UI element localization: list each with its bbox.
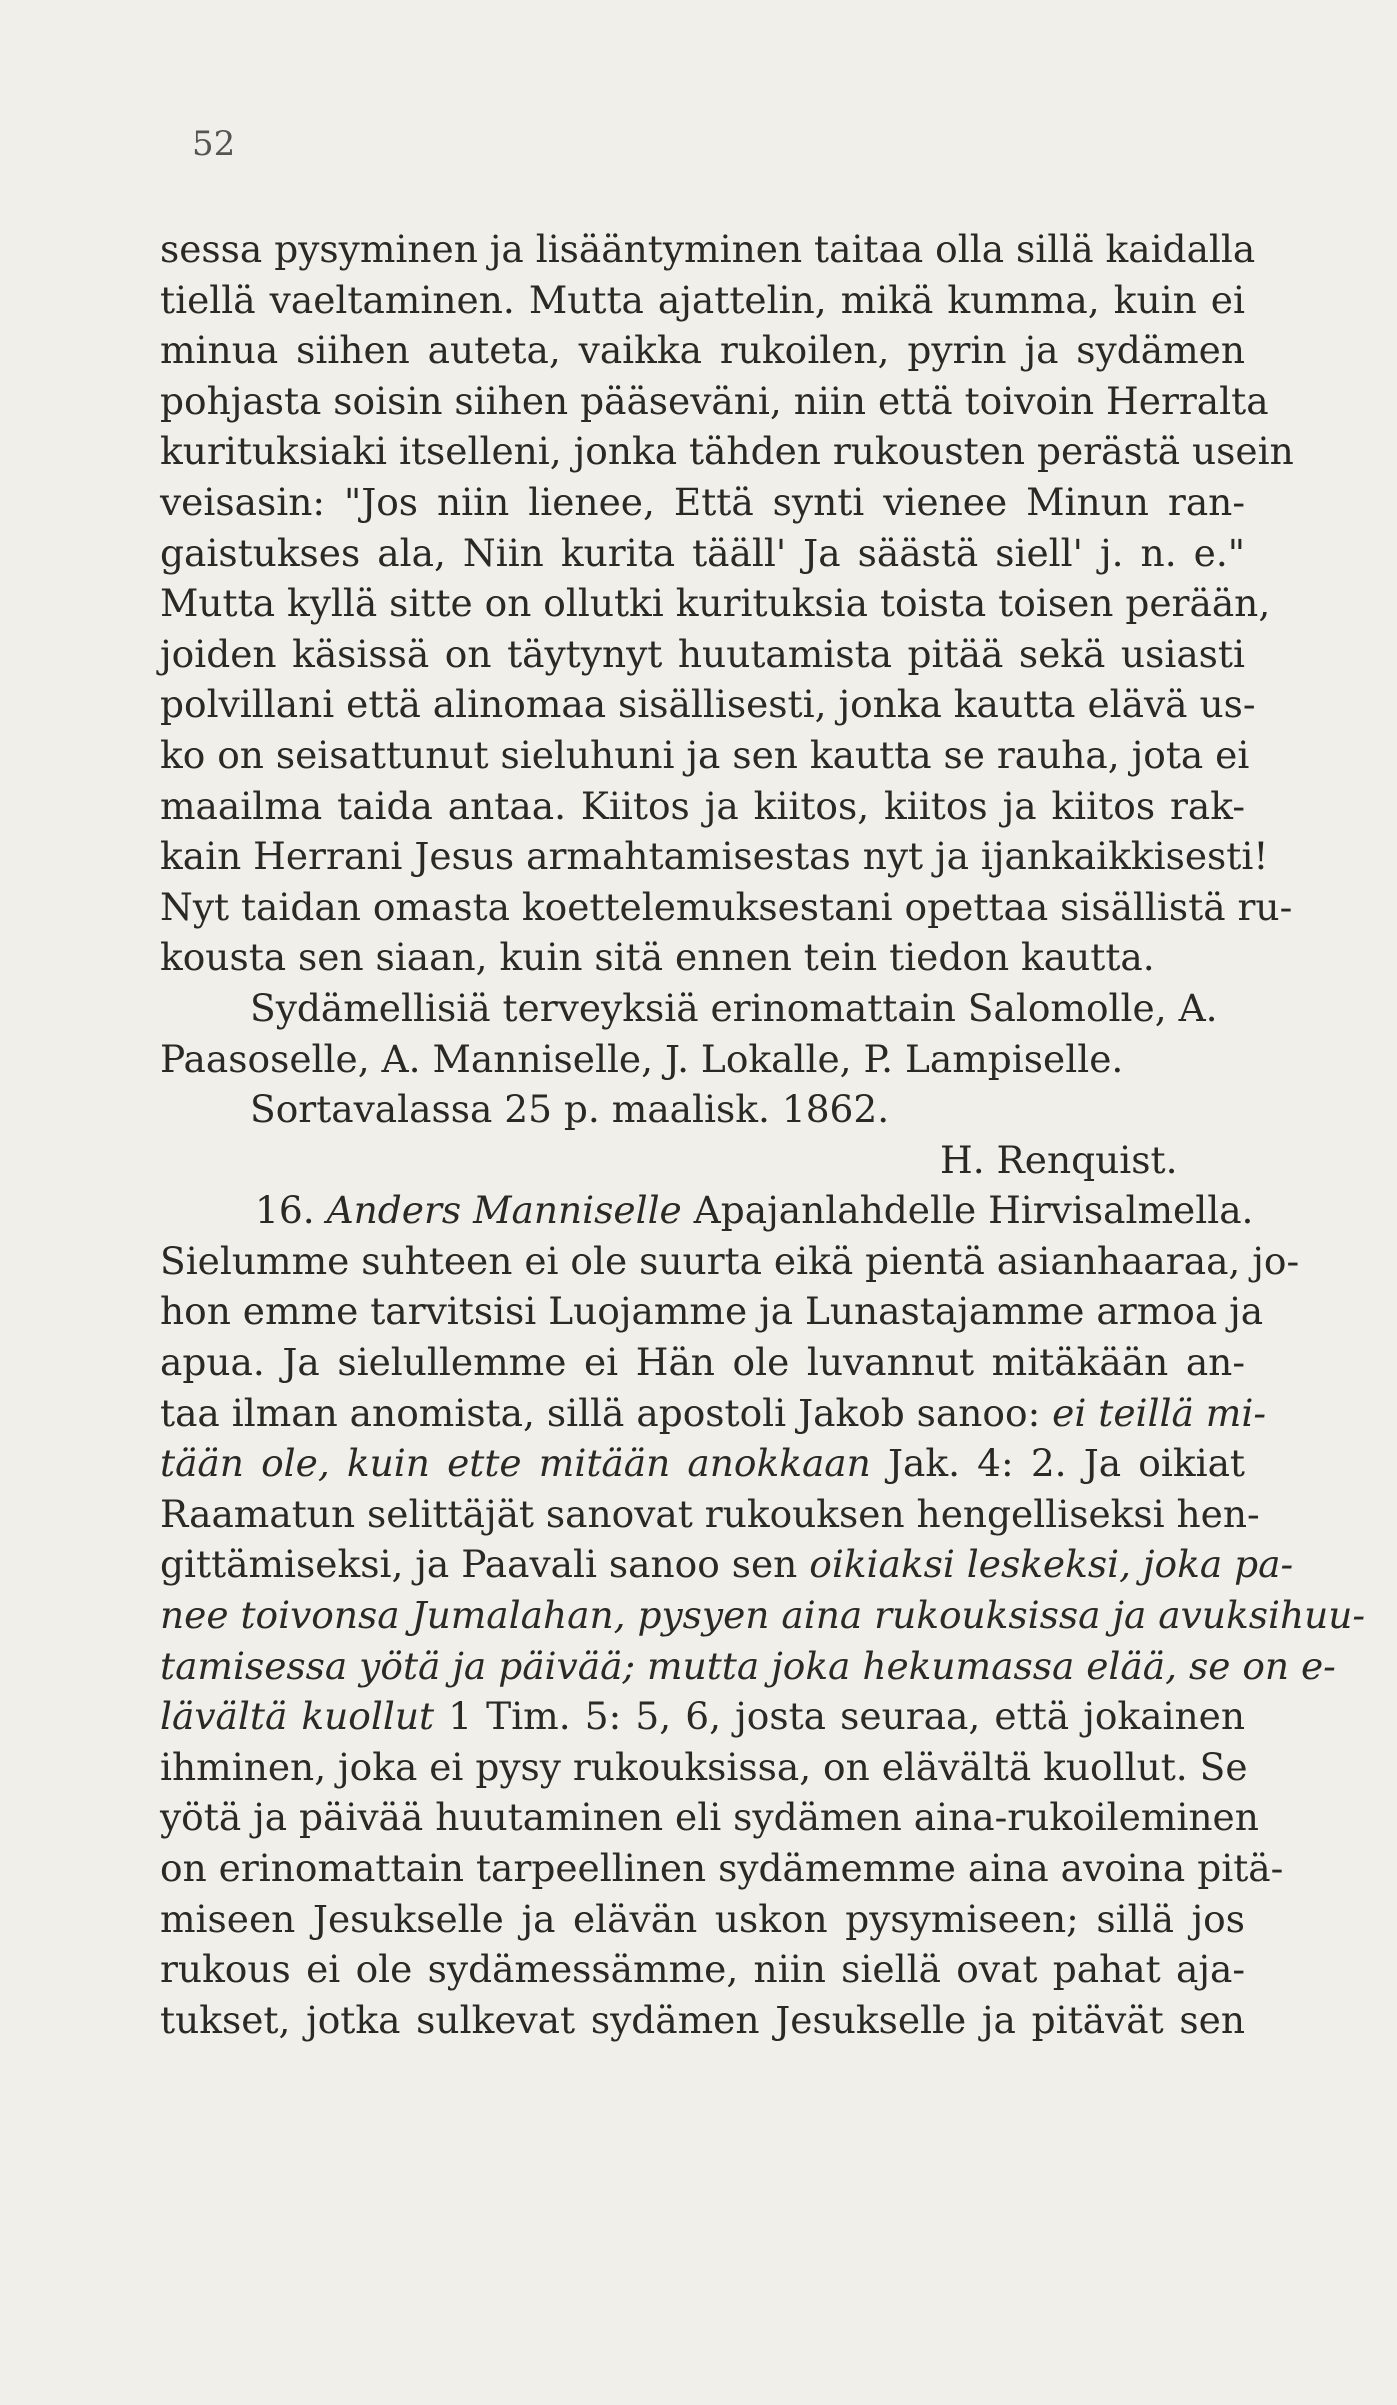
- text-line: Raamatun selittäjät sanovat rukouksen hengelliseksi hen-: [160, 1491, 1260, 1536]
- text-line: ihminen, joka ei pysy rukouksissa, on elävältä kuollut. Se: [160, 1744, 1248, 1789]
- quote-segment: lävältä kuollut: [160, 1694, 435, 1739]
- quote-segment: ei teillä mi-: [1052, 1390, 1267, 1435]
- page-number: 52: [192, 124, 236, 164]
- quote-segment: nee toivonsa Jumalahan, pysyen aina rukouksissa ja avuksihuu-: [160, 1593, 1366, 1638]
- text-segment: 1 Tim. 5: 5, 6, josta seuraa, että jokainen: [434, 1694, 1245, 1739]
- quote-segment: tään ole, kuin ette mitään anokkaan: [160, 1441, 871, 1486]
- text-line: on erinomattain tarpeellinen sydämemme aina avoina pitä-: [160, 1846, 1284, 1890]
- quote-segment: tamisessa yötä ja päivää; mutta joka hekumassa elää, se on e-: [160, 1643, 1336, 1688]
- text-line: Sielumme suhteen ei ole suurta eikä pientä asianhaaraa, jo-: [160, 1238, 1300, 1283]
- letter-number: 16.: [255, 1188, 327, 1233]
- text-line: Mutta kyllä sitte on ollutki kurituksia toista toisen perään,: [160, 581, 1271, 626]
- text-segment: Jak. 4: 2. Ja oikiat: [870, 1441, 1246, 1486]
- text-line: hon emme tarvitsisi Luojamme ja Lunastajamme armoa ja: [160, 1289, 1264, 1334]
- text-line: sessa pysyminen ja lisääntyminen taitaa olla sillä kaidalla: [160, 227, 1256, 271]
- text-line: yötä ja päivää huutaminen eli sydämen aina-rukoileminen: [160, 1795, 1259, 1840]
- text-line: Nyt taidan omasta koettelemuksestani opettaa sisällistä ru-: [160, 884, 1293, 929]
- recipient-place: Apajanlahdelle Hirvisalmella.: [681, 1188, 1254, 1233]
- text-line: rukous ei ole sydämessämme, niin siellä ovat pahat aja-: [160, 1947, 1245, 1992]
- quote-segment: oikiaksi leskeksi, joka pa-: [809, 1542, 1294, 1587]
- text-line: [160, 1539, 1294, 1590]
- text-line: tukset, jotka sulkevat sydämen Jesukselle ja pitävät sen: [160, 1997, 1245, 2042]
- text-line: [160, 1641, 1336, 1692]
- text-line: ko on seisattunut sieluhuni ja sen kautta se rauha, jota ei: [160, 732, 1250, 777]
- greeting-line: Paasoselle, A. Manniselle, J. Lokalle, P. Lampiselle.: [160, 1036, 1124, 1081]
- text-line: apua. Ja sielullemme ei Hän ole luvannut mitäkään an-: [160, 1340, 1245, 1385]
- signature: H. Renquist.: [940, 1137, 1178, 1182]
- text-segment: taa ilman anomista, sillä apostoli Jakob sanoo:: [160, 1390, 1053, 1435]
- text-line: kain Herrani Jesus armahtamisestas nyt ja ijankaikkisesti!: [160, 834, 1269, 879]
- text-line: kurituksiaki itselleni, jonka tähden rukousten perästä usein: [160, 429, 1294, 474]
- text-line: joiden käsissä on täytynyt huutamista pitää sekä usiasti: [160, 631, 1245, 676]
- text-line: kousta sen siaan, kuin sitä ennen tein tiedon kautta.: [160, 935, 1155, 980]
- text-line: [160, 1438, 1245, 1489]
- text-line: [160, 1388, 1267, 1439]
- body-text: [160, 224, 1366, 2045]
- text-line: miseen Jesukselle ja elävän uskon pysymiseen; sillä jos: [160, 1896, 1245, 1941]
- text-line: veisasin: "Jos niin lienee, Että synti vienee Minun ran-: [160, 479, 1245, 524]
- text-line: maailma taida antaa. Kiitos ja kiitos, kiitos ja kiitos rak-: [160, 783, 1245, 828]
- text-line: tiellä vaeltaminen. Mutta ajattelin, mikä kumma, kuin ei: [160, 277, 1245, 322]
- text-line: pohjasta soisin siihen pääseväni, niin että toivoin Herralta: [160, 378, 1269, 423]
- text-line: minua siihen auteta, vaikka rukoilen, pyrin ja sydämen: [160, 328, 1245, 373]
- text-line: [160, 1691, 1245, 1742]
- text-line: polvillani että alinomaa sisällisesti, jonka kautta elävä us-: [160, 682, 1256, 727]
- letter-heading: [160, 1185, 1254, 1236]
- text-line: gaistukses ala, Niin kurita tääll' Ja säästä siell' j. n. e.": [160, 530, 1245, 575]
- recipient-name: Anders Manniselle: [326, 1188, 682, 1233]
- greeting-line: Sydämellisiä terveyksiä erinomattain Salomolle, A.: [250, 985, 1218, 1030]
- text-line: [160, 1590, 1366, 1641]
- text-segment: gittämiseksi, ja Paavali sanoo sen: [160, 1542, 810, 1587]
- date-line: Sortavalassa 25 p. maalisk. 1862.: [250, 1087, 890, 1132]
